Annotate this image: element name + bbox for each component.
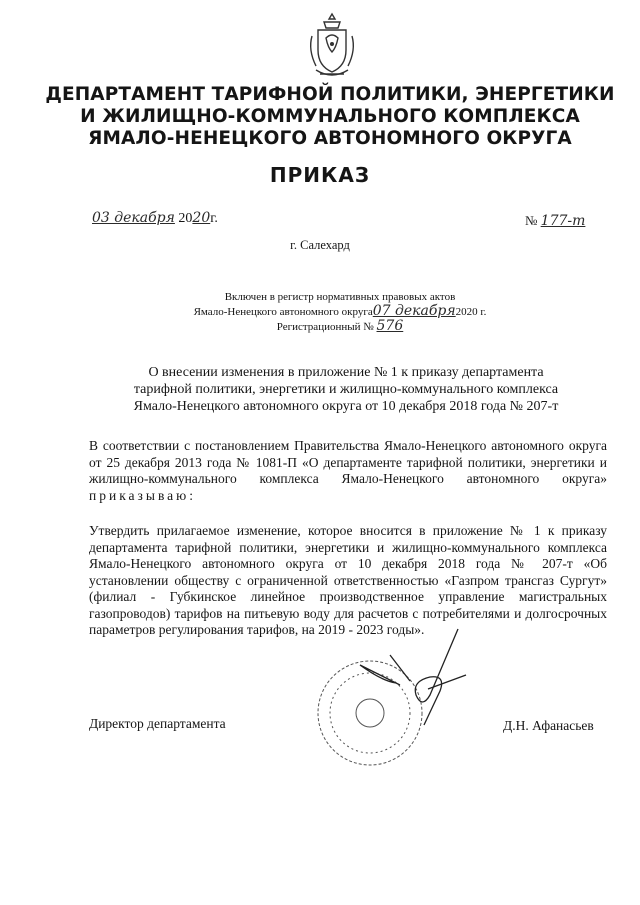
date-day-month: 03 декабря: [92, 210, 175, 226]
department-line-3: ЯМАЛО-НЕНЕЦКОГО АВТОНОМНОГО ОКРУГА: [88, 128, 572, 149]
registry-line-2: [170, 304, 510, 319]
subject-line-2: тарифной политики, энергетики и жилищно-коммунального комплекса: [133, 382, 559, 397]
order-subject: [86, 364, 606, 415]
registry-number-value: 576: [376, 318, 404, 334]
subject-line-3: Ямало-Ненецкого автономного округа от 10 декабря 2018 года № 207-т: [133, 399, 559, 414]
handwritten-signature-icon: [360, 629, 466, 725]
signer-position: Директор департамента: [89, 716, 226, 731]
registry-date: 07 декабря: [372, 303, 456, 319]
order-title: ПРИКАЗ: [269, 163, 371, 187]
date-year-suffix: 20: [192, 210, 211, 226]
preamble-paragraph: [89, 438, 607, 504]
date-year-prefix: 20: [178, 211, 193, 226]
order-number: [525, 213, 585, 229]
city: г. Салехард: [290, 238, 350, 252]
department-line-2: И ЖИЛИЩНО-КОММУНАЛЬНОГО КОМПЛЕКСА: [80, 106, 580, 127]
order-word: приказываю:: [89, 487, 196, 503]
date-suffix: г.: [210, 211, 218, 226]
order-number-prefix: №: [525, 213, 538, 228]
round-seal-stamp-icon: [290, 625, 490, 785]
preamble-text: В соответствии с постановлением Правительства Ямало-Ненецкого автономного округа от 25 декабря 2013 года № 1081-П «О департаменте тарифной политики, энергетики и жилищно-коммунального комплекса Ямало-Ненецкого автономного округа»: [89, 438, 607, 486]
order-number-value: 177-т: [540, 213, 586, 229]
registry-number-prefix: Регистрационный №: [276, 321, 374, 333]
decision-paragraph: Утвердить прилагаемое изменение, которое вносится в приложение № 1 к приказу департамента тарифной политики, энергетики и жилищно-коммунального комплекса Ямало-Ненецкого автономного округа от 10 декабря 2018 года № 207-т «Об установлении обществу с ограниченной ответственностью «Газпром трансгаз Сургут» (филиал - Губкинское линейное производственное управление магистральных газопроводов) тарифов на питьевую воду для расчетов с потребителями и долгосрочных параметров регулирования тарифов, на 2019 - 2023 годы».: [89, 523, 607, 637]
coat-of-arms-icon: [300, 10, 364, 82]
signer-name: Д.Н. Афанасьев: [503, 718, 594, 733]
registry-line-1: Включен в регистр нормативных правовых актов: [224, 291, 456, 303]
registry-line-2-prefix: Ямало-Ненецкого автономного округа: [193, 306, 373, 318]
order-date: [92, 210, 218, 227]
registry-stamp: [170, 290, 510, 334]
registry-line-3: [170, 319, 510, 334]
department-header: [40, 84, 620, 150]
department-line-1: ДЕПАРТАМЕНТ ТАРИФНОЙ ПОЛИТИКИ, ЭНЕРГЕТИКИ: [45, 84, 615, 105]
subject-line-1: О внесении изменения в приложение № 1 к приказу департамента: [148, 365, 544, 380]
registry-line-2-suffix: 2020 г.: [455, 306, 487, 318]
